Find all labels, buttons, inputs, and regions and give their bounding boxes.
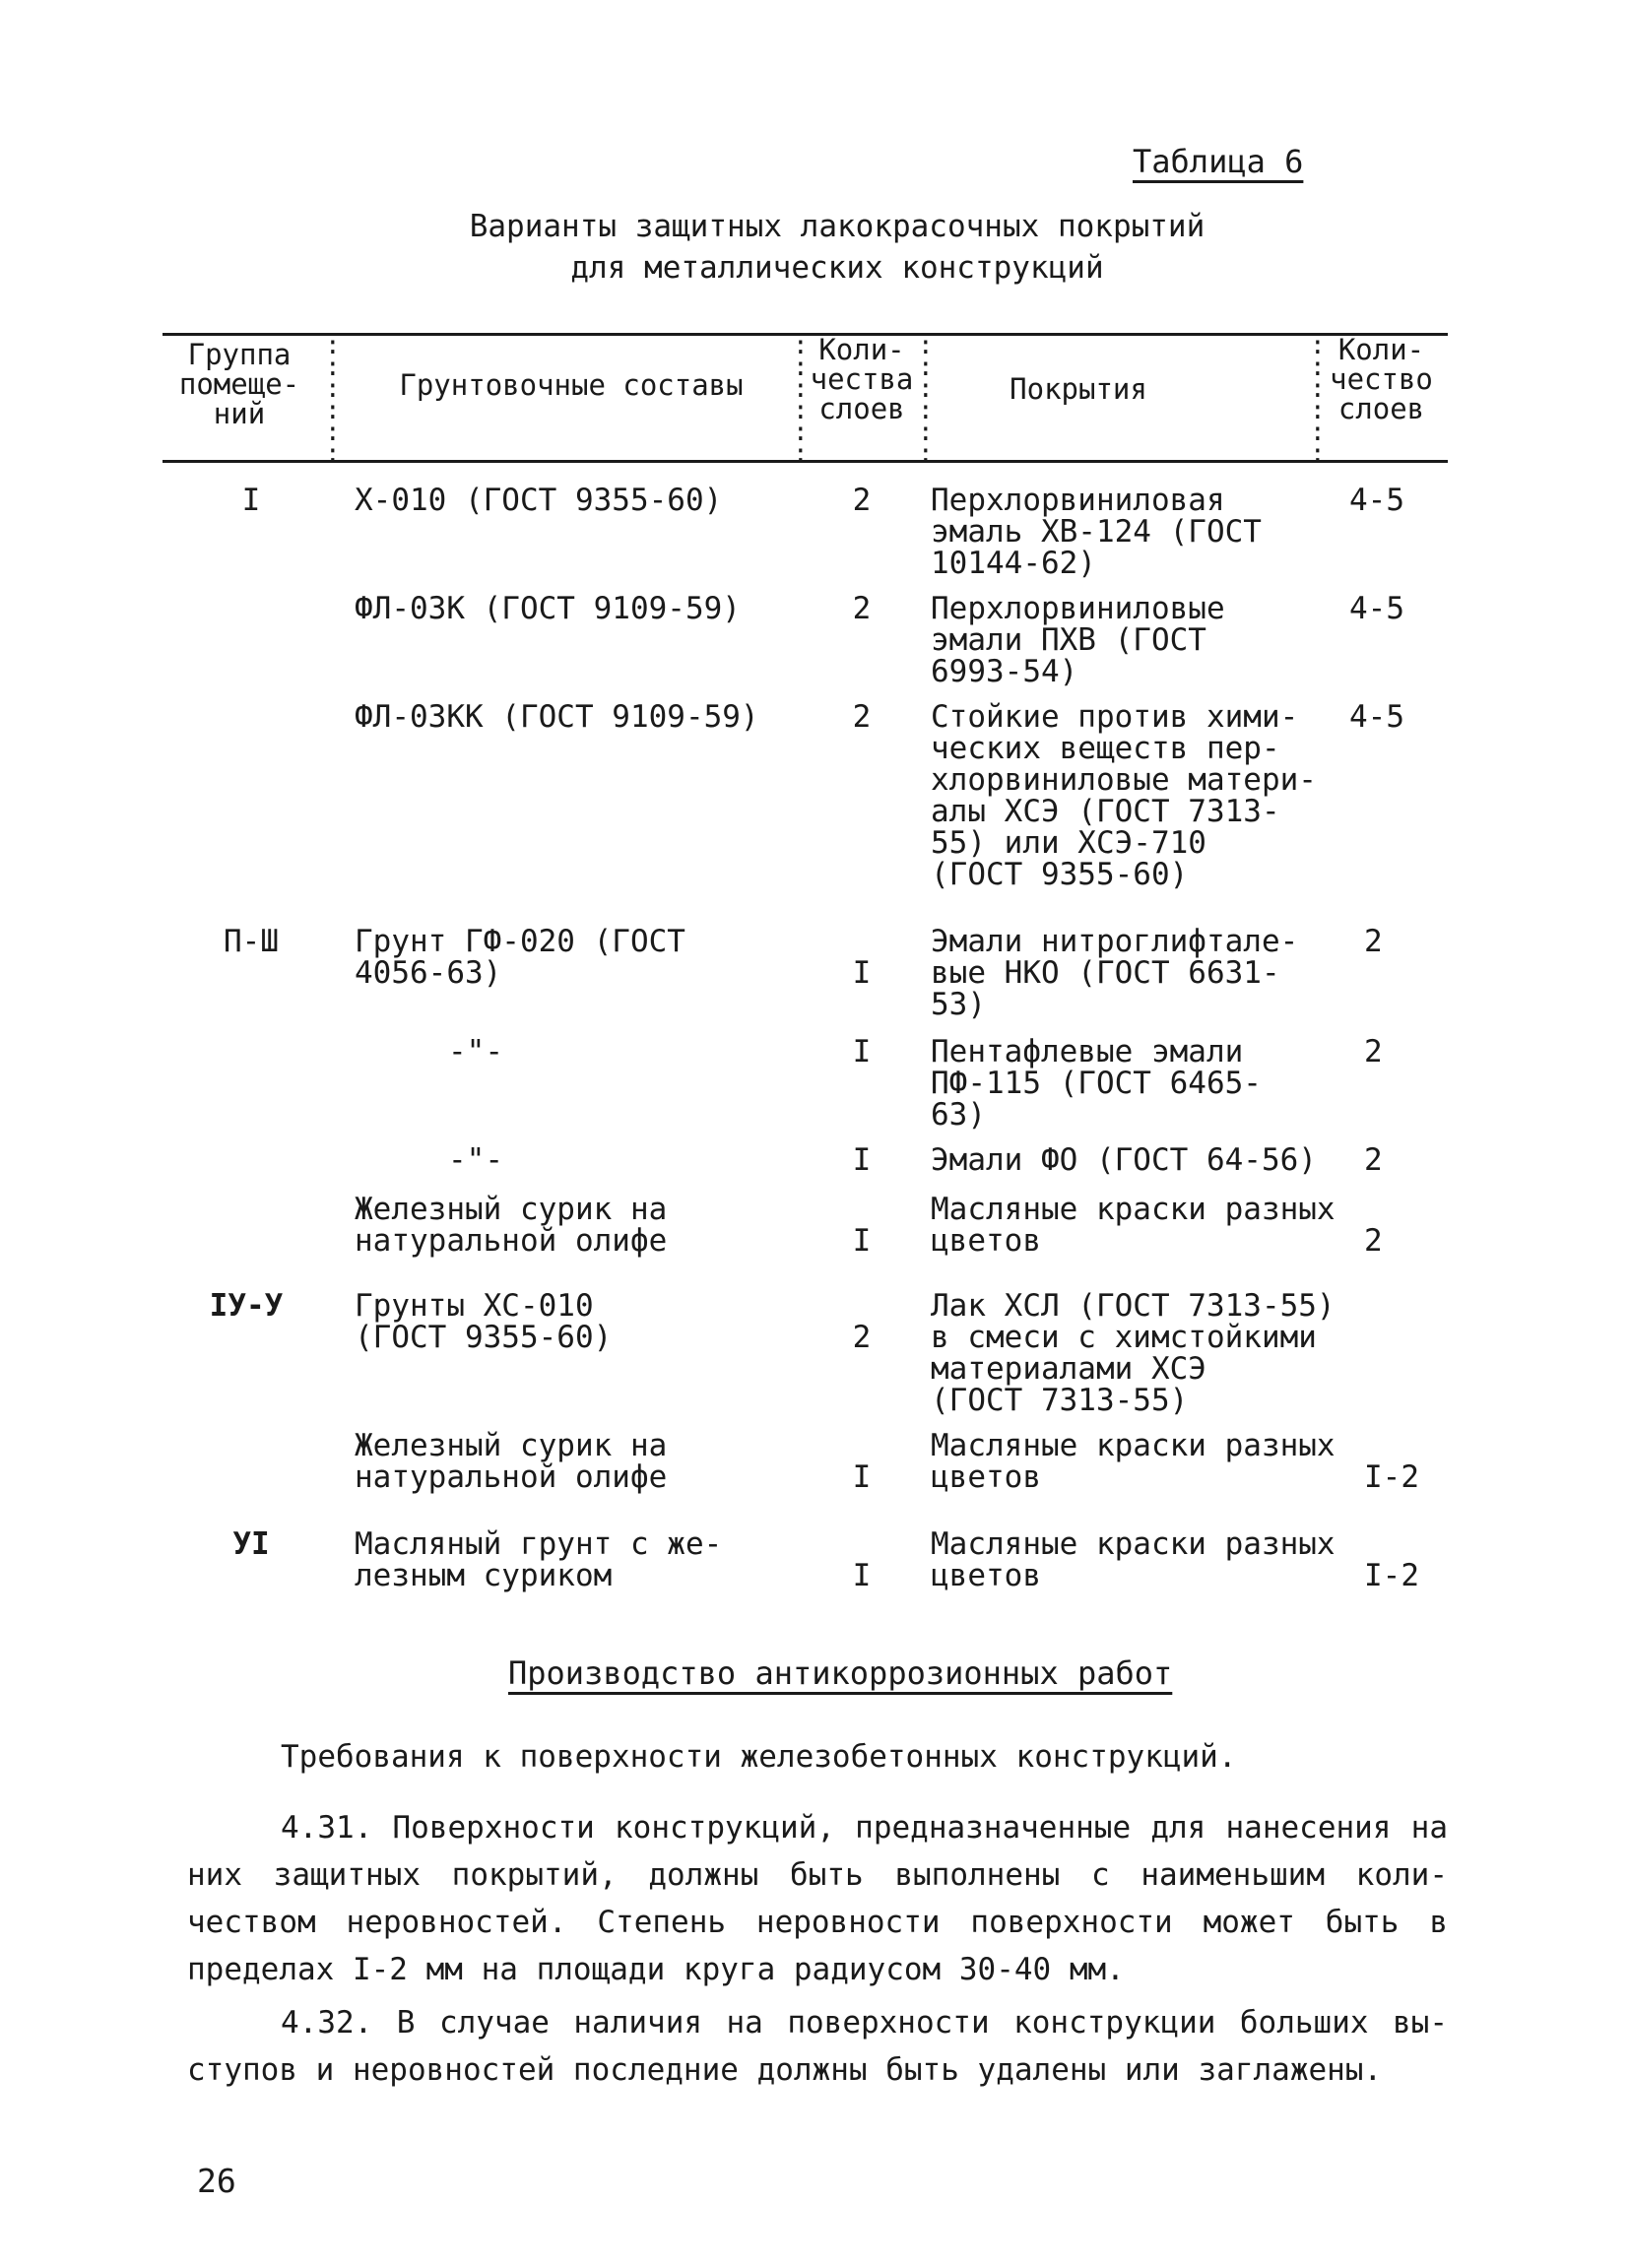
cell-layers-1: 2	[852, 1320, 872, 1355]
table-caption-line-2: для металлических конструкций	[570, 250, 1104, 286]
cell-layers-2: 4-5	[1349, 483, 1404, 518]
cell-primer: -"-	[448, 1034, 503, 1069]
cell-coating: Пентафлевые эмали ПФ-115 (ГОСТ 6465- 63)	[931, 1034, 1262, 1133]
cell-primer: Грунт ГФ-020 (ГОСТ 4056-63)	[355, 924, 685, 991]
header-layers-1: Коли- чества слоев	[810, 333, 914, 425]
cell-layers-2: 2	[1364, 1223, 1383, 1259]
cell-layers-2: 2	[1364, 924, 1383, 959]
cell-group: УI	[232, 1526, 270, 1562]
cell-layers-1: I	[852, 1142, 872, 1178]
cell-layers-1: 2	[852, 699, 872, 735]
cell-primer: ФЛ-03КК (ГОСТ 9109-59)	[355, 699, 759, 735]
cell-coating: Перхлорвиниловые эмали ПХВ (ГОСТ 6993-54)	[931, 591, 1225, 689]
cell-primer: Масляный грунт с же- лезным суриком	[355, 1526, 723, 1593]
page-number: 26	[197, 2162, 236, 2200]
cell-coating: Стойкие против хими- ческих веществ пер- хлорвиниловые матери- алы ХСЭ (ГОСТ 7313- 55) или ХСЭ-710 (ГОСТ 9355-60)	[931, 699, 1317, 892]
header-separator: : : : : : :	[325, 331, 341, 469]
cell-layers-2: 4-5	[1349, 699, 1404, 735]
cell-primer: Х-010 (ГОСТ 9355-60)	[355, 483, 723, 518]
cell-layers-1: I	[852, 1223, 872, 1259]
cell-primer: ФЛ-03К (ГОСТ 9109-59)	[355, 591, 741, 626]
subheading: Требования к поверхности железобетонных конструкций.	[281, 1739, 1237, 1775]
paragraph-4-32: 4.32. В случае наличия на поверхности конструкции больших вы-ступов и неровностей последние должны быть удалены или заглажены.	[187, 2005, 1448, 2088]
header-separator: : : : : : :	[918, 331, 934, 469]
cell-layers-1: I	[852, 1459, 872, 1495]
header-layers-2: Коли- чество слоев	[1330, 333, 1433, 425]
cell-layers-2: I-2	[1364, 1558, 1419, 1593]
cell-primer: Железный сурик на натуральной олифе	[355, 1428, 668, 1495]
cell-layers-1: I	[852, 955, 872, 991]
table-label: Таблица 6	[1133, 143, 1304, 180]
cell-primer: -"-	[448, 1142, 503, 1178]
cell-layers-1: I	[852, 1034, 872, 1069]
header-primer: Грунтовочные составы	[399, 368, 744, 402]
cell-layers-1: I	[852, 1558, 872, 1593]
cell-coating: Масляные краски разных цветов	[931, 1192, 1336, 1259]
cell-coating: Масляные краски разных цветов	[931, 1526, 1336, 1593]
paragraph-4-31: 4.31. Поверхности конструкций, предназначенные для нанесения на них защитных покрытий, должны быть выполнены с наименьшим коли-чеством неровностей. Степень неровности поверхности может быть в пределах I-2 мм на площади круга радиусом 30-40 мм.	[187, 1810, 1448, 1987]
cell-coating: Лак ХСЛ (ГОСТ 7313-55) в смеси с химстойкими материалами ХСЭ (ГОСТ 7313-55)	[931, 1288, 1336, 1418]
cell-layers-2: 2	[1364, 1142, 1383, 1178]
header-separator: : : : : : :	[793, 331, 809, 469]
cell-group: IУ-У	[209, 1288, 284, 1324]
header-coating: Покрытия	[1010, 372, 1147, 406]
cell-coating: Эмали нитроглифтале- вые НКО (ГОСТ 6631- 53)	[931, 924, 1299, 1022]
header-group: Группа помеще- ний	[178, 338, 300, 430]
header-separator: : : : : : :	[1310, 331, 1326, 469]
cell-layers-1: 2	[852, 483, 872, 518]
cell-layers-2: 2	[1364, 1034, 1383, 1069]
cell-coating: Перхлорвиниловая эмаль ХВ-124 (ГОСТ 10144-62)	[931, 483, 1262, 581]
cell-layers-2: 4-5	[1349, 591, 1404, 626]
cell-group: П-Ш	[224, 924, 279, 959]
cell-layers-2: I-2	[1364, 1459, 1419, 1495]
section-title: Производство антикоррозионных работ	[508, 1654, 1173, 1692]
cell-primer: Железный сурик на натуральной олифе	[355, 1192, 668, 1259]
table-caption-line-1: Варианты защитных лакокрасочных покрытий	[469, 209, 1205, 244]
cell-coating: Масляные краски разных цветов	[931, 1428, 1336, 1495]
cell-coating: Эмали ФО (ГОСТ 64-56)	[931, 1142, 1317, 1178]
cell-primer: Грунты ХС-010 (ГОСТ 9355-60)	[355, 1288, 613, 1355]
cell-layers-1: 2	[852, 591, 872, 626]
cell-group: I	[241, 483, 261, 518]
